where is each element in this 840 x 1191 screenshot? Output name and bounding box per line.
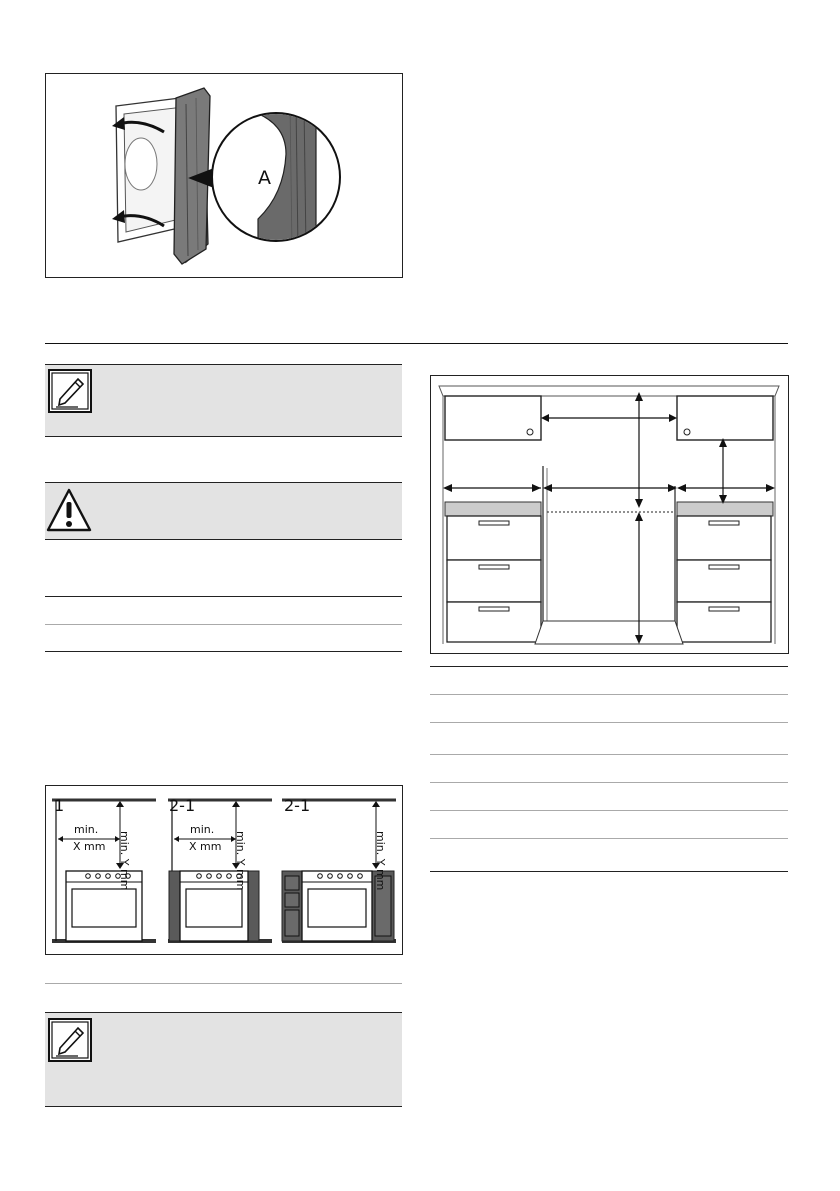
note-box-1	[45, 365, 402, 436]
left-table-rule-1	[45, 596, 402, 597]
figure-oven-door	[45, 73, 403, 278]
callout-label-a: A	[258, 167, 271, 189]
right-table-rule-1	[430, 666, 788, 667]
right-table-rule-7	[430, 838, 788, 839]
figure-kitchen-niche	[430, 375, 789, 654]
panel-1-x-bottom: X mm	[73, 840, 106, 853]
note-2-bottom-rule	[45, 1106, 402, 1107]
panel-2-x-bottom: X mm	[189, 840, 222, 853]
oven-door-illustration	[46, 74, 402, 277]
section-divider	[45, 343, 788, 344]
warning-bottom-rule	[45, 539, 402, 540]
right-table-rule-8	[430, 871, 788, 872]
panel-2-label: 2-1	[169, 796, 196, 815]
panel-3-label: 2-1	[284, 796, 311, 815]
left-table-rule-2	[45, 624, 402, 625]
pencil-note-icon	[48, 369, 92, 413]
right-table-rule-5	[430, 782, 788, 783]
panel-2-x-top: min.	[190, 823, 215, 836]
clearance-panel-2	[166, 796, 276, 946]
figure-clearance	[45, 785, 403, 955]
panel-2-y-label: min. Y mm	[234, 831, 247, 891]
right-table-rule-4	[430, 754, 788, 755]
right-table-rule-2	[430, 694, 788, 695]
warning-box	[45, 483, 402, 539]
note-1-bottom-rule	[45, 436, 402, 437]
left-table-rule-3	[45, 651, 402, 652]
left-table-rule-4	[45, 983, 402, 984]
warning-triangle-icon	[46, 487, 92, 533]
panel-1-y-label: min. Y mm	[118, 831, 131, 891]
right-table-rule-6	[430, 810, 788, 811]
panel-3-y-label: min. Y mm	[374, 831, 387, 891]
right-table-rule-3	[430, 722, 788, 723]
note-box-2	[45, 1013, 402, 1106]
clearance-panel-1	[50, 796, 160, 946]
panel-1-label: 1	[54, 796, 65, 815]
panel-1-x-top: min.	[74, 823, 99, 836]
kitchen-niche-illustration	[431, 376, 788, 653]
pencil-note-icon-2	[48, 1018, 92, 1062]
